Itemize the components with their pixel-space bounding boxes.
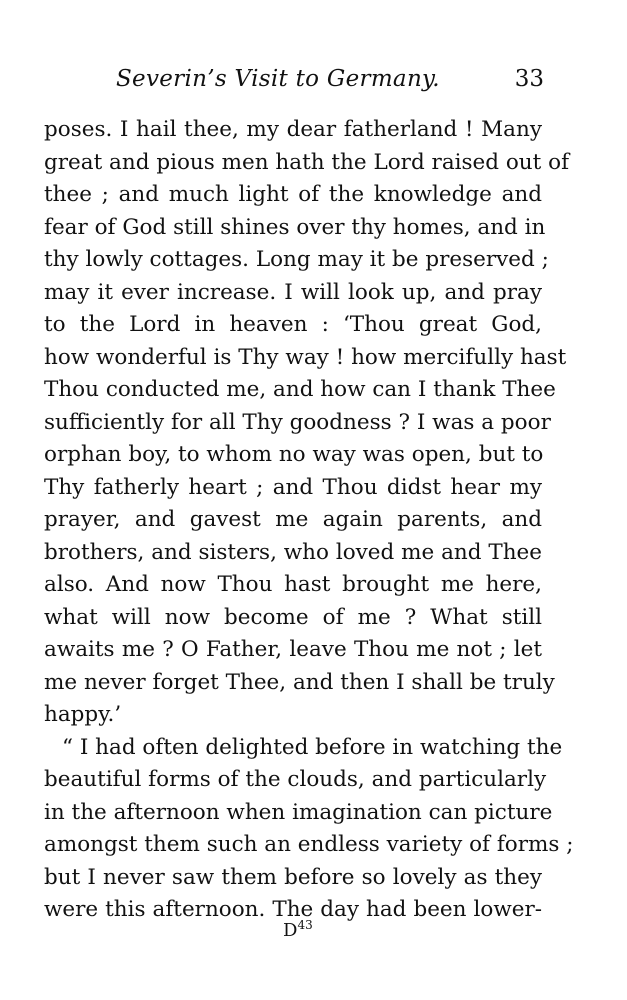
text-line: but I never saw them before so lovely as they	[44, 864, 542, 890]
text-line: may it ever increase. I will look up, and pray	[44, 279, 542, 305]
text-line-paragraph-end: happy.’	[44, 702, 122, 727]
text-line: amongst them such an endless variety of forms ;	[44, 832, 574, 857]
text-line: thy lowly cottages. Long may it be preserved ;	[44, 247, 549, 272]
body-text	[44, 114, 574, 927]
text-line: brothers, and sisters, who loved me and Thee	[44, 539, 542, 565]
text-line: to the Lord in heaven : ‘Thou great God,	[44, 312, 542, 337]
text-line: also. And now Thou hast brought me here,	[44, 572, 542, 597]
text-line: how wonderful is Thy way ! how mercifully hast	[44, 344, 567, 370]
running-title: Severin’s Visit to Germany.	[116, 66, 440, 92]
text-line: Thy fatherly heart ; and Thou didst hear my	[44, 474, 542, 500]
signature-number: 43	[297, 918, 313, 932]
text-line: orphan boy, to whom no way was open, but to	[44, 442, 544, 467]
text-line: poses. I hail thee, my dear fatherland ! Many	[44, 117, 542, 142]
text-line: what will now become of me ? What still	[44, 604, 542, 630]
text-line: Thou conducted me, and how can I thank Thee	[44, 377, 556, 402]
text-line: beautiful forms of the clouds, and particularly	[44, 767, 547, 792]
text-line: sufficiently for all Thy goodness ? I was a poor	[44, 409, 551, 435]
text-line: fear of God still shines over thy homes, and in	[44, 214, 546, 240]
text-line: awaits me ? O Father, leave Thou me not ; let	[44, 637, 542, 662]
page-number: 33	[514, 66, 544, 92]
text-line: thee ; and much light of the knowledge and	[44, 182, 542, 207]
text-line: great and pious men hath the Lord raised out of	[44, 149, 570, 175]
text-line: prayer, and gavest me again parents, and	[44, 507, 542, 532]
printer-signature-mark	[283, 918, 313, 941]
signature-letter: D	[283, 920, 298, 941]
text-line: in the afternoon when imagination can picture	[44, 799, 553, 825]
running-head	[44, 66, 544, 100]
text-line: were this afternoon. The day had been lower-	[44, 897, 542, 922]
text-line-paragraph-start: “ I had often delighted before in watching the	[62, 734, 563, 760]
text-line: me never forget Thee, and then I shall be truly	[44, 669, 555, 695]
